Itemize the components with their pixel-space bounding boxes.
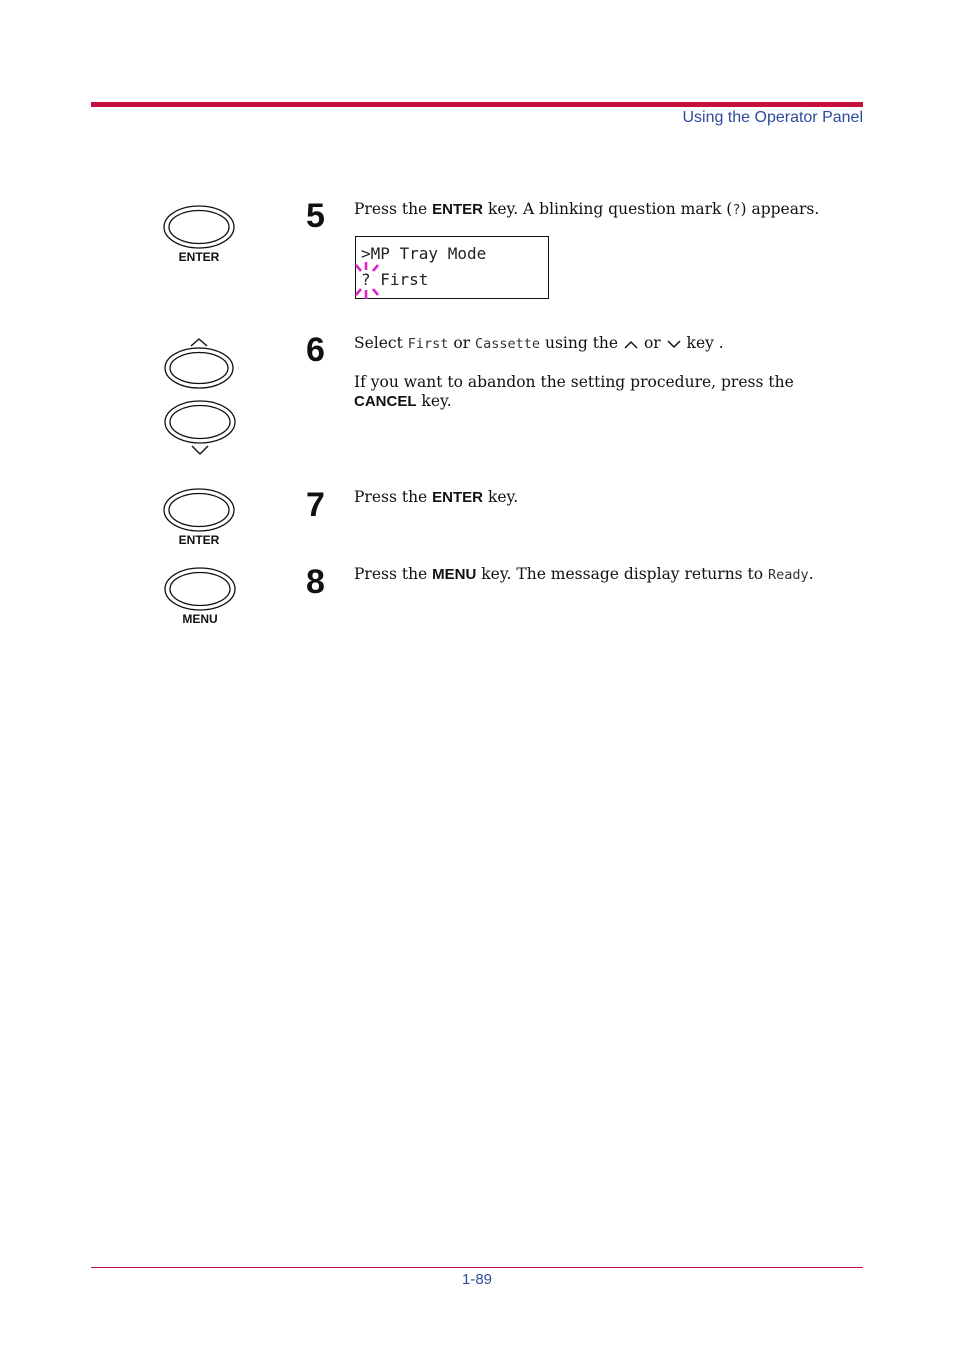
step-number: 8 <box>306 563 325 601</box>
message-display <box>355 236 549 299</box>
down-key-icon <box>161 399 239 459</box>
up-arrow-icon <box>623 338 639 350</box>
header-rule <box>91 102 863 107</box>
enter-key-icon <box>161 203 239 253</box>
up-key-icon <box>161 336 239 392</box>
step-note: If you want to abandon the setting procedure, press the CANCEL key. <box>354 373 794 410</box>
down-arrow-icon <box>666 338 682 350</box>
step-text: Press the ENTER key. <box>354 488 519 506</box>
display-line-2: ? First <box>361 270 429 289</box>
step-number: 6 <box>306 331 325 369</box>
step-text: Select First or Cassette using the or key . <box>354 334 724 352</box>
blink-marks-icon <box>354 261 382 301</box>
menu-key-label: MENU <box>182 612 218 626</box>
step-text: Press the ENTER key. A blinking question mark (?) appears. <box>354 200 820 218</box>
enter-key-label: ENTER <box>178 533 220 547</box>
enter-key-icon <box>161 486 239 536</box>
page-number: 1-89 <box>461 1271 493 1288</box>
step-number: 7 <box>306 486 325 524</box>
step-text: Press the MENU key. The message display returns to Ready. <box>354 565 814 583</box>
page-header-title: Using the Operator Panel <box>682 109 863 126</box>
display-line-1: >MP Tray Mode <box>361 244 487 263</box>
enter-key-label: ENTER <box>178 250 220 264</box>
menu-key-icon <box>162 565 240 615</box>
footer-rule <box>91 1267 863 1268</box>
blinking-cursor: ? <box>361 270 371 289</box>
step-number: 5 <box>306 197 325 235</box>
